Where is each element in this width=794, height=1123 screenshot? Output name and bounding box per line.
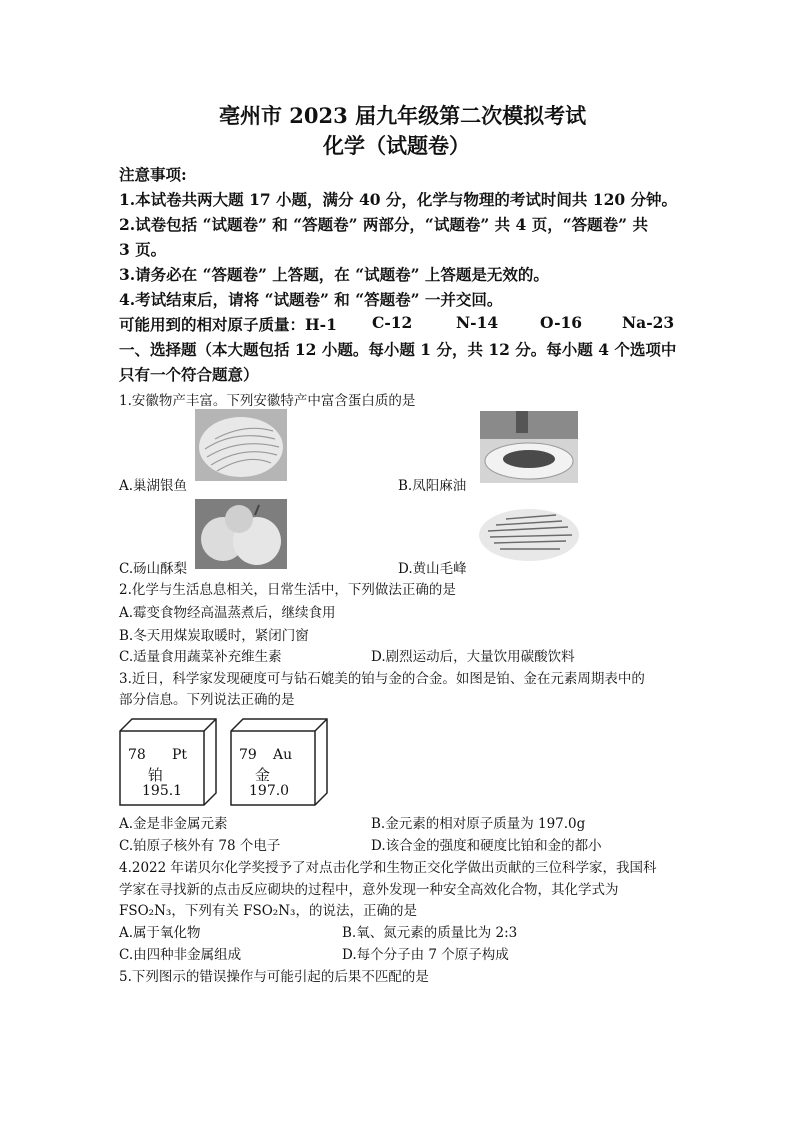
atomic-masses-label: 可能用到的相对原子质量：H-1 bbox=[119, 315, 337, 334]
pt-mass: 195.1 bbox=[142, 783, 183, 799]
pear-image bbox=[195, 499, 287, 569]
q2-option-d: D.剧烈运动后，大量饮用碳酸饮料 bbox=[371, 649, 575, 665]
section-heading: 一、选择题（本大题包括 12 小题。每小题 1 分，共 12 分。每小题 4 个选项中 bbox=[119, 340, 677, 359]
q2-stem: 2.化学与生活息息相关，日常生活中，下列做法正确的是 bbox=[119, 582, 456, 598]
q2-option-c: C.适量食用蔬菜补充维生素 bbox=[119, 649, 282, 665]
pt-number: 78 bbox=[128, 747, 146, 763]
au-symbol: Au bbox=[273, 747, 293, 763]
note-2-cont: 3 页。 bbox=[119, 240, 167, 259]
platinum-element-cell bbox=[118, 717, 218, 807]
q4-option-c: C.由四种非金属组成 bbox=[119, 947, 242, 963]
q4-formula: FSO₂N₃ bbox=[119, 903, 172, 919]
q1-option-d: D.黄山毛峰 bbox=[398, 561, 467, 577]
q1-stem: 1.安徽物产丰富。下列安徽特产中富含蛋白质的是 bbox=[119, 393, 416, 409]
mass-na: Na-23 bbox=[622, 313, 675, 332]
q1-option-b: B.凤阳麻油 bbox=[398, 478, 467, 494]
au-number: 79 bbox=[239, 747, 257, 763]
gold-element-cell bbox=[229, 717, 329, 807]
q3-stem: 3.近日，科学家发现硬度可与钻石媲美的铂与金的合金。如图是铂、金在元素周期表中的 bbox=[119, 671, 645, 687]
notes-heading: 注意事项: bbox=[119, 165, 187, 184]
note-4: 4.考试结束后，请将 “试题卷” 和 “答题卷” 一并交回。 bbox=[119, 290, 503, 309]
pt-symbol: Pt bbox=[172, 747, 188, 763]
q4-option-a: A.属于氧化物 bbox=[119, 925, 201, 941]
q4-option-d: D.每个分子由 7 个原子构成 bbox=[342, 947, 509, 963]
q1-option-a: A.巢湖银鱼 bbox=[119, 478, 188, 494]
q4-stem: 4.2022 年诺贝尔化学奖授予了对点击化学和生物正交化学做出贡献的三位科学家，我国科 bbox=[119, 860, 657, 876]
tea-leaves-image bbox=[476, 497, 582, 565]
q4-stem-end: ，下列有关 FSO₂N₃，的说法，正确的是 bbox=[171, 903, 417, 919]
q5-stem: 5.下列图示的错误操作与可能引起的后果不匹配的是 bbox=[119, 969, 429, 985]
q1-option-c: C.砀山酥梨 bbox=[119, 561, 188, 577]
mass-c: C-12 bbox=[372, 313, 413, 332]
note-2: 2.试卷包括 “试题卷” 和 “答题卷” 两部分，“试题卷” 共 4 页，“答题卷” 共 bbox=[119, 215, 648, 234]
note-3: 3.请务必在 “答题卷” 上答题，在 “试题卷” 上答题是无效的。 bbox=[119, 265, 549, 284]
au-name: 金 bbox=[255, 766, 271, 784]
au-mass: 197.0 bbox=[249, 783, 290, 799]
q3-option-d: D.该合金的强度和硬度比铂和金的都小 bbox=[371, 838, 602, 854]
section-heading-cont: 只有一个符合题意） bbox=[119, 365, 259, 384]
exam-title: 亳州市 2023 届九年级第二次模拟考试 bbox=[219, 103, 587, 128]
q4-option-b: B.氧、氮元素的质量比为 2:3 bbox=[342, 925, 518, 941]
q3-option-c: C.铂原子核外有 78 个电子 bbox=[119, 838, 281, 854]
silverfish-image bbox=[195, 409, 287, 481]
q3-option-a: A.金是非金属元素 bbox=[119, 816, 228, 832]
q4-stem-cont: 学家在寻找新的点击反应砌块的过程中，意外发现一种安全高效化合物，其化学式为 bbox=[119, 882, 619, 898]
q2-option-b: B.冬天用煤炭取暖时，紧闭门窗 bbox=[119, 628, 309, 644]
mass-n: N-14 bbox=[456, 313, 499, 332]
mass-o: O-16 bbox=[540, 313, 583, 332]
exam-subtitle: 化学（试题卷） bbox=[323, 133, 470, 158]
q2-option-a: A.霉变食物经高温蒸煮后，继续食用 bbox=[119, 605, 336, 621]
note-1: 1.本试卷共两大题 17 小题，满分 40 分，化学与物理的考试时间共 120 分钟。 bbox=[119, 190, 678, 209]
q4-stem-formula-line bbox=[119, 899, 417, 919]
sesame-oil-image bbox=[480, 411, 578, 483]
pt-name: 铂 bbox=[148, 766, 164, 784]
q3-stem-cont: 部分信息。下列说法正确的是 bbox=[119, 692, 295, 708]
q3-option-b: B.金元素的相对原子质量为 197.0g bbox=[371, 816, 586, 832]
